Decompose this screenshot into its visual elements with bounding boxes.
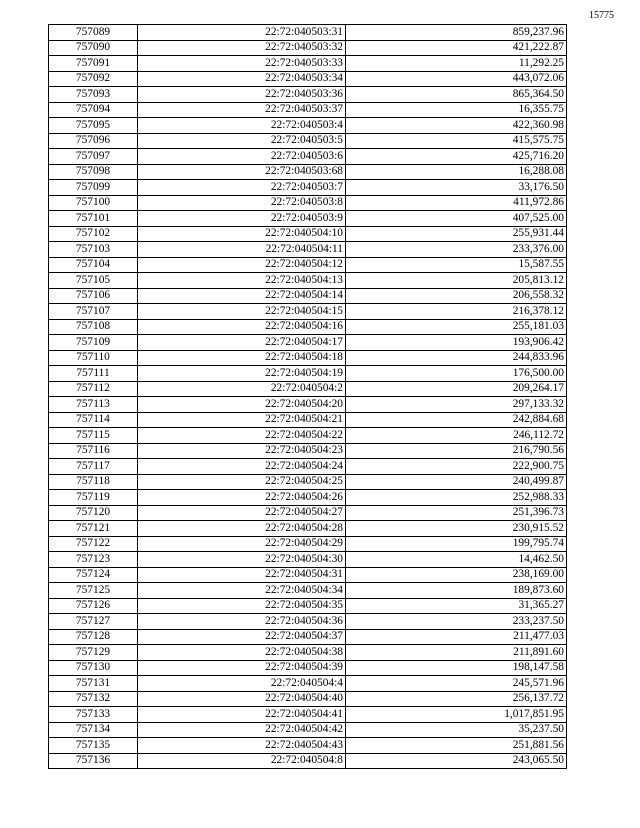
table-row — [49, 102, 567, 118]
cadastral-value-cell: 233,376.00 — [346, 242, 567, 258]
cadastral-value-cell: 199,795.74 — [346, 536, 567, 552]
cadastral-number-cell: 22:72:040504:43 — [138, 738, 346, 754]
table-row — [49, 428, 567, 444]
table-row — [49, 691, 567, 707]
cadastral-number-cell: 22:72:040504:27 — [138, 505, 346, 521]
table-row — [49, 676, 567, 692]
row-number-cell: 757098 — [49, 164, 138, 180]
cadastral-value-cell: 255,181.03 — [346, 319, 567, 335]
table-row — [49, 335, 567, 351]
row-number-cell: 757099 — [49, 180, 138, 196]
table-row — [49, 738, 567, 754]
cadastral-value-cell: 14,462.50 — [346, 552, 567, 568]
cadastral-value-cell: 206,558.32 — [346, 288, 567, 304]
table-row — [49, 707, 567, 723]
cadastral-number-cell: 22:72:040503:34 — [138, 71, 346, 87]
table-row — [49, 71, 567, 87]
cadastral-number-cell: 22:72:040504:13 — [138, 273, 346, 289]
cadastral-number-cell: 22:72:040504:41 — [138, 707, 346, 723]
row-number-cell: 757090 — [49, 40, 138, 56]
cadastral-value-cell: 209,264.17 — [346, 381, 567, 397]
cadastral-number-cell: 22:72:040504:19 — [138, 366, 346, 382]
table-row — [49, 149, 567, 165]
table-row — [49, 226, 567, 242]
row-number-cell: 757130 — [49, 660, 138, 676]
row-number-cell: 757125 — [49, 583, 138, 599]
cadastral-number-cell: 22:72:040504:37 — [138, 629, 346, 645]
row-number-cell: 757115 — [49, 428, 138, 444]
cadastral-number-cell: 22:72:040504:31 — [138, 567, 346, 583]
row-number-cell: 757126 — [49, 598, 138, 614]
row-number-cell: 757113 — [49, 397, 138, 413]
row-number-cell: 757092 — [49, 71, 138, 87]
cadastral-number-cell: 22:72:040503:31 — [138, 25, 346, 41]
cadastral-number-cell: 22:72:040504:25 — [138, 474, 346, 490]
table-row — [49, 552, 567, 568]
page-number: 15775 — [589, 10, 614, 21]
cadastral-value-cell: 198,147.58 — [346, 660, 567, 676]
row-number-cell: 757107 — [49, 304, 138, 320]
cadastral-number-cell: 22:72:040503:7 — [138, 180, 346, 196]
table-row — [49, 381, 567, 397]
row-number-cell: 757091 — [49, 56, 138, 72]
cadastral-number-cell: 22:72:040504:22 — [138, 428, 346, 444]
table-row — [49, 722, 567, 738]
cadastral-value-cell: 211,891.60 — [346, 645, 567, 661]
table-row — [49, 133, 567, 149]
cadastral-number-cell: 22:72:040504:38 — [138, 645, 346, 661]
cadastral-value-cell: 242,884.68 — [346, 412, 567, 428]
row-number-cell: 757132 — [49, 691, 138, 707]
cadastral-value-cell: 415,575.75 — [346, 133, 567, 149]
table-row — [49, 598, 567, 614]
row-number-cell: 757111 — [49, 366, 138, 382]
table-row — [49, 583, 567, 599]
cadastral-value-cell: 16,355.75 — [346, 102, 567, 118]
row-number-cell: 757135 — [49, 738, 138, 754]
cadastral-number-cell: 22:72:040504:21 — [138, 412, 346, 428]
cadastral-number-cell: 22:72:040503:8 — [138, 195, 346, 211]
row-number-cell: 757114 — [49, 412, 138, 428]
row-number-cell: 757121 — [49, 521, 138, 537]
table-row — [49, 412, 567, 428]
row-number-cell: 757096 — [49, 133, 138, 149]
cadastral-number-cell: 22:72:040504:12 — [138, 257, 346, 273]
row-number-cell: 757127 — [49, 614, 138, 630]
cadastral-value-cell: 31,365.27 — [346, 598, 567, 614]
table-row — [49, 195, 567, 211]
table-row — [49, 645, 567, 661]
cadastral-number-cell: 22:72:040503:36 — [138, 87, 346, 103]
cadastral-number-cell: 22:72:040504:8 — [138, 753, 346, 769]
row-number-cell: 757117 — [49, 459, 138, 475]
table-row — [49, 350, 567, 366]
cadastral-value-cell: 256,137.72 — [346, 691, 567, 707]
cadastral-value-cell: 245,571.96 — [346, 676, 567, 692]
table-row — [49, 490, 567, 506]
row-number-cell: 757109 — [49, 335, 138, 351]
table-body — [49, 25, 567, 769]
cadastral-value-cell: 216,378.12 — [346, 304, 567, 320]
row-number-cell: 757104 — [49, 257, 138, 273]
cadastral-number-cell: 22:72:040504:14 — [138, 288, 346, 304]
table-row — [49, 257, 567, 273]
cadastral-number-cell: 22:72:040503:9 — [138, 211, 346, 227]
row-number-cell: 757120 — [49, 505, 138, 521]
cadastral-value-cell: 251,881.56 — [346, 738, 567, 754]
cadastral-value-cell: 246,112.72 — [346, 428, 567, 444]
table-row — [49, 273, 567, 289]
cadastral-number-cell: 22:72:040503:32 — [138, 40, 346, 56]
row-number-cell: 757110 — [49, 350, 138, 366]
table-row — [49, 87, 567, 103]
row-number-cell: 757131 — [49, 676, 138, 692]
cadastral-value-cell: 1,017,851.95 — [346, 707, 567, 723]
cadastral-number-cell: 22:72:040504:30 — [138, 552, 346, 568]
row-number-cell: 757133 — [49, 707, 138, 723]
table-row — [49, 614, 567, 630]
cadastral-number-cell: 22:72:040504:17 — [138, 335, 346, 351]
cadastral-number-cell: 22:72:040503:5 — [138, 133, 346, 149]
cadastral-number-cell: 22:72:040504:34 — [138, 583, 346, 599]
table-row — [49, 397, 567, 413]
row-number-cell: 757094 — [49, 102, 138, 118]
cadastral-number-cell: 22:72:040504:11 — [138, 242, 346, 258]
row-number-cell: 757089 — [49, 25, 138, 41]
cadastral-value-cell: 216,790.56 — [346, 443, 567, 459]
table-row — [49, 164, 567, 180]
cadastral-number-cell: 22:72:040504:35 — [138, 598, 346, 614]
row-number-cell: 757116 — [49, 443, 138, 459]
table-row — [49, 180, 567, 196]
cadastral-value-cell: 11,292.25 — [346, 56, 567, 72]
row-number-cell: 757128 — [49, 629, 138, 645]
cadastral-number-cell: 22:72:040504:10 — [138, 226, 346, 242]
row-number-cell: 757100 — [49, 195, 138, 211]
row-number-cell: 757105 — [49, 273, 138, 289]
cadastral-number-cell: 22:72:040504:42 — [138, 722, 346, 738]
cadastral-number-cell: 22:72:040504:26 — [138, 490, 346, 506]
cadastral-number-cell: 22:72:040504:4 — [138, 676, 346, 692]
table-row — [49, 459, 567, 475]
row-number-cell: 757129 — [49, 645, 138, 661]
row-number-cell: 757108 — [49, 319, 138, 335]
cadastral-value-cell: 421,222.87 — [346, 40, 567, 56]
cadastral-value-cell: 859,237.96 — [346, 25, 567, 41]
row-number-cell: 757123 — [49, 552, 138, 568]
row-number-cell: 757134 — [49, 722, 138, 738]
cadastral-number-cell: 22:72:040504:16 — [138, 319, 346, 335]
cadastral-value-cell: 407,525.00 — [346, 211, 567, 227]
table-row — [49, 288, 567, 304]
cadastral-value-cell: 255,931.44 — [346, 226, 567, 242]
table-row — [49, 521, 567, 537]
cadastral-number-cell: 22:72:040503:4 — [138, 118, 346, 134]
table-row — [49, 660, 567, 676]
table-row — [49, 319, 567, 335]
cadastral-value-cell: 443,072.06 — [346, 71, 567, 87]
cadastral-value-cell: 425,716.20 — [346, 149, 567, 165]
table-row — [49, 304, 567, 320]
cadastral-number-cell: 22:72:040504:40 — [138, 691, 346, 707]
cadastral-number-cell: 22:72:040503:6 — [138, 149, 346, 165]
row-number-cell: 757122 — [49, 536, 138, 552]
row-number-cell: 757124 — [49, 567, 138, 583]
row-number-cell: 757112 — [49, 381, 138, 397]
cadastral-value-cell: 244,833.96 — [346, 350, 567, 366]
cadastral-value-cell: 193,906.42 — [346, 335, 567, 351]
cadastral-value-cell: 240,499.87 — [346, 474, 567, 490]
cadastral-value-cell: 222,900.75 — [346, 459, 567, 475]
row-number-cell: 757118 — [49, 474, 138, 490]
table-row — [49, 211, 567, 227]
cadastral-value-cell: 238,169.00 — [346, 567, 567, 583]
row-number-cell: 757095 — [49, 118, 138, 134]
table-row — [49, 567, 567, 583]
cadastral-value-cell: 189,873.60 — [346, 583, 567, 599]
row-number-cell: 757103 — [49, 242, 138, 258]
cadastral-value-cell: 243,065.50 — [346, 753, 567, 769]
row-number-cell: 757093 — [49, 87, 138, 103]
cadastral-value-cell: 230,915.52 — [346, 521, 567, 537]
cadastral-number-cell: 22:72:040504:29 — [138, 536, 346, 552]
cadastral-value-cell: 411,972.86 — [346, 195, 567, 211]
cadastral-value-table — [48, 24, 567, 769]
table-row — [49, 56, 567, 72]
cadastral-value-cell: 297,133.32 — [346, 397, 567, 413]
cadastral-number-cell: 22:72:040504:18 — [138, 350, 346, 366]
table-row — [49, 474, 567, 490]
table-row — [49, 118, 567, 134]
cadastral-number-cell: 22:72:040504:20 — [138, 397, 346, 413]
cadastral-value-cell: 35,237.50 — [346, 722, 567, 738]
row-number-cell: 757097 — [49, 149, 138, 165]
cadastral-value-cell: 15,587.55 — [346, 257, 567, 273]
table-row — [49, 40, 567, 56]
table-row — [49, 443, 567, 459]
table-row — [49, 753, 567, 769]
table-row — [49, 629, 567, 645]
cadastral-value-cell: 16,288.08 — [346, 164, 567, 180]
cadastral-value-cell: 176,500.00 — [346, 366, 567, 382]
row-number-cell: 757106 — [49, 288, 138, 304]
cadastral-number-cell: 22:72:040503:68 — [138, 164, 346, 180]
cadastral-number-cell: 22:72:040504:39 — [138, 660, 346, 676]
cadastral-value-cell: 211,477.03 — [346, 629, 567, 645]
table-row — [49, 242, 567, 258]
row-number-cell: 757101 — [49, 211, 138, 227]
cadastral-number-cell: 22:72:040504:24 — [138, 459, 346, 475]
cadastral-value-cell: 422,360.98 — [346, 118, 567, 134]
cadastral-number-cell: 22:72:040504:15 — [138, 304, 346, 320]
table-row — [49, 366, 567, 382]
table-row — [49, 505, 567, 521]
cadastral-number-cell: 22:72:040504:28 — [138, 521, 346, 537]
table-row — [49, 536, 567, 552]
cadastral-value-cell: 252,988.33 — [346, 490, 567, 506]
cadastral-number-cell: 22:72:040503:33 — [138, 56, 346, 72]
cadastral-value-cell: 233,237.50 — [346, 614, 567, 630]
cadastral-value-cell: 865,364.50 — [346, 87, 567, 103]
cadastral-number-cell: 22:72:040504:23 — [138, 443, 346, 459]
row-number-cell: 757136 — [49, 753, 138, 769]
cadastral-value-cell: 205,813.12 — [346, 273, 567, 289]
cadastral-number-cell: 22:72:040504:2 — [138, 381, 346, 397]
cadastral-value-cell: 33,176.50 — [346, 180, 567, 196]
cadastral-number-cell: 22:72:040504:36 — [138, 614, 346, 630]
row-number-cell: 757102 — [49, 226, 138, 242]
row-number-cell: 757119 — [49, 490, 138, 506]
cadastral-value-cell: 251,396.73 — [346, 505, 567, 521]
cadastral-number-cell: 22:72:040503:37 — [138, 102, 346, 118]
table-row — [49, 25, 567, 41]
